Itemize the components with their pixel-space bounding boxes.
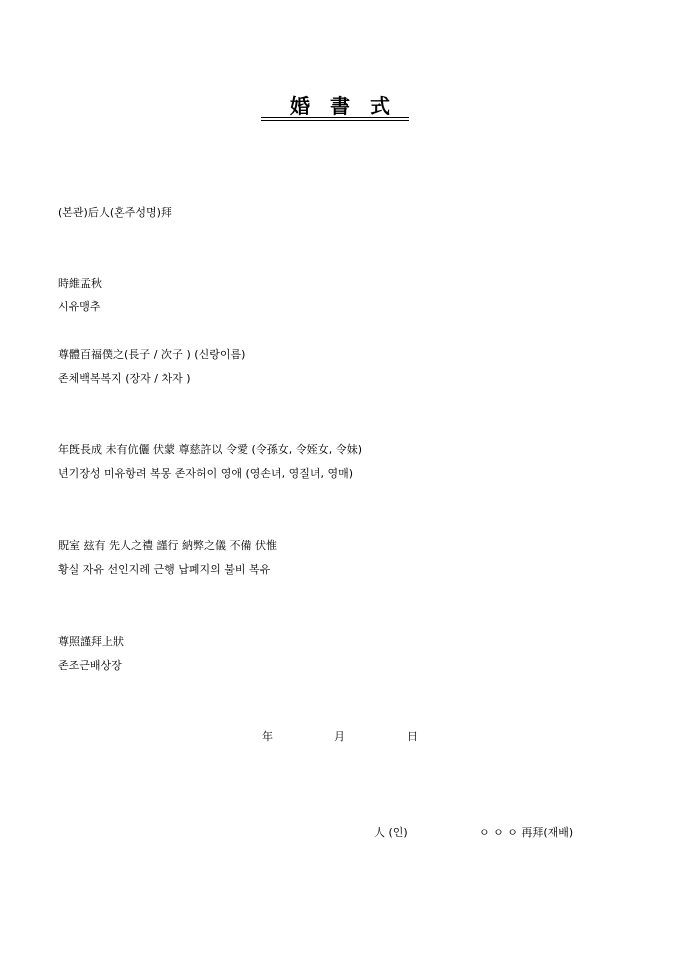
header-line: (본관)后人(혼주성명)拜	[58, 206, 172, 219]
closing-hanja-line: 尊照謹拜上狀	[58, 635, 124, 648]
season-hanja-line: 時維孟秋	[58, 277, 102, 290]
age-hangul-line: 년기장성 미유항려 복몽 존자허이 영애 (영손녀, 영질녀, 영매)	[58, 467, 354, 480]
date-month: 月	[334, 730, 345, 743]
child-hanja-line: 尊體百福僕之(長子 / 次子 ) (신랑이름)	[58, 348, 246, 361]
title-underline-bottom	[261, 120, 409, 121]
ritual-hangul-line: 황실 자유 선인지례 근행 납폐지의 불비 복유	[58, 563, 271, 576]
closing-hangul-line: 존조근배상장	[58, 659, 122, 672]
age-hanja-line: 年旣長成 未有伉儷 伏蒙 尊慈許以 令愛 (令孫女, 令姪女, 令妹)	[58, 443, 363, 456]
date-year: 年	[262, 730, 273, 743]
signature-person: 人 (인)	[374, 826, 408, 839]
title-underline-top	[261, 117, 409, 118]
season-hangul-line: 시유맹추	[58, 300, 101, 313]
document-title: 婚書式	[290, 94, 410, 118]
date-day: 日	[407, 730, 418, 743]
signature-mark: ㅇ ㅇ ㅇ 再拜(재배)	[479, 826, 574, 839]
ritual-hanja-line: 貺室 玆有 先人之禮 謹行 納弊之儀 不備 伏惟	[58, 539, 277, 552]
document-title-wrap	[0, 90, 680, 119]
child-hangul-line: 존체백복복지 (장자 / 차자 )	[58, 372, 191, 385]
